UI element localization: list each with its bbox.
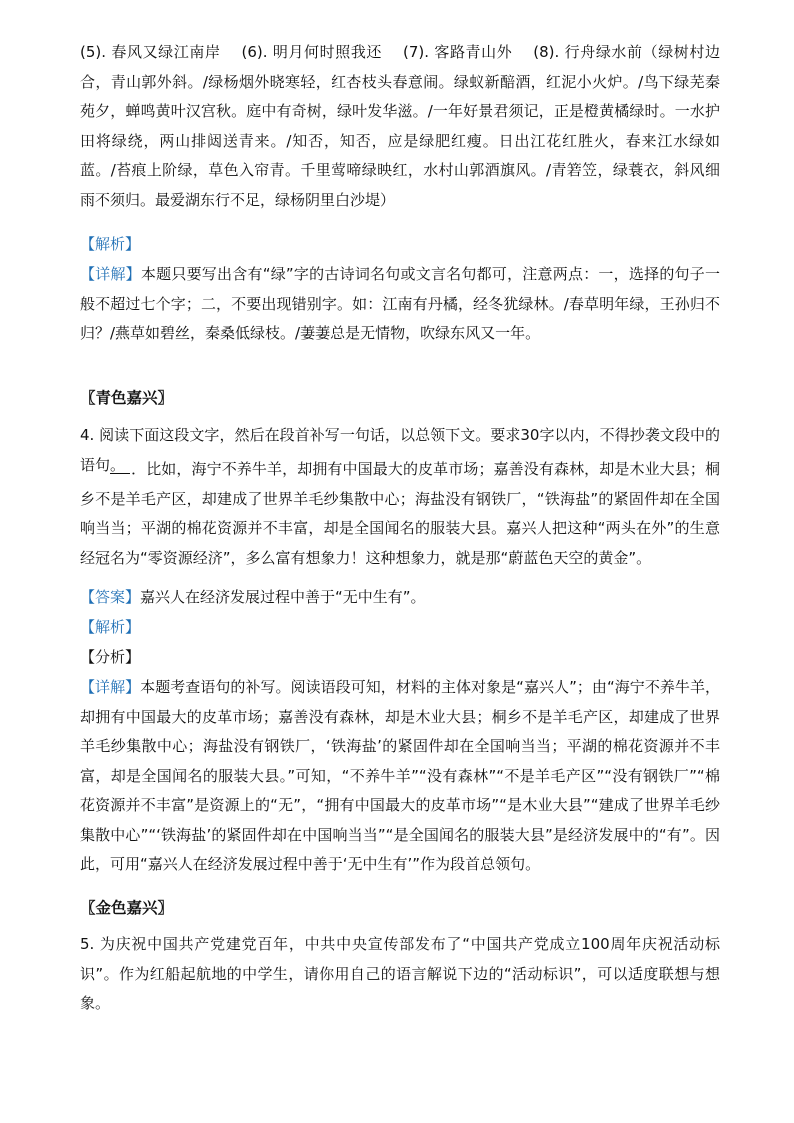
q4-detail: [80, 673, 720, 880]
answer-blank: [110, 459, 130, 474]
q3-detail-text: 本题只要写出含有“绿”字的古诗词名句或文言名句都可，注意两点：一，选择的句子一般不超过七个字；二，不要出现错别字。如：江南有丹橘，经冬犹绿林。/春草明年绿，王孙归不归？/燕草如碧丝，秦桑低绿枝。/萋萋总是无情物，吹绿东风又一年。: [80, 265, 720, 342]
q4-answer-text: 嘉兴人在经济发展过程中善于“无中生有”。: [140, 588, 426, 606]
answer-tag: 【答案】: [80, 588, 141, 606]
fenxi-tag: 【分析】: [80, 648, 141, 666]
analysis-tag: 【解析】: [80, 618, 141, 636]
section-title-jinse: 〖金色嘉兴〗: [80, 899, 174, 917]
q4-answer: [80, 583, 720, 613]
section-title-qingse: 〖青色嘉兴〗: [80, 389, 174, 407]
detail-tag: 【详解】: [80, 265, 141, 283]
q4-question: 4. 阅读下面这段文字，然后在段首补写一句话，以总领下文。要求30字以内，不得抄袭文段中的语句。: [80, 426, 720, 474]
q4-passage: [80, 455, 720, 573]
q5-question: 5. 为庆祝中国共产党建党百年，中共中央宣传部发布了“中国共产党成立100周年庆祝活动标识”。作为红船起航地的中学生，请你用自己的语言解说下边的“活动标识”，可以适度联想与想象。: [80, 935, 720, 1012]
q3-analysis-label: [80, 230, 720, 260]
q4-passage-text: ．比如，海宁不养牛羊，却拥有中国最大的皮革市场；嘉善没有森林，却是木业大县；桐乡不是羊毛产区，却建成了世界羊毛纱集散中心；海盐没有钢铁厂，“铁海盐”的紧固件却在全国响当当；平湖的棉花资源并不丰富，却是全国闻名的服装大县。嘉兴人把这种“两头在外”的生意经冠名为“零资源经济”，多么富有想象力！这种想象力，就是那“蔚蓝色天空的黄金”。: [80, 460, 720, 567]
q3-detail: [80, 260, 720, 349]
q4-fenxi-label: [80, 643, 720, 673]
q4-detail-text: 本题考查语句的补写。阅读语段可知，材料的主体对象是“嘉兴人”；由“海宁不养牛羊，却拥有中国最大的皮革市场；嘉善没有森林，却是木业大县；桐乡不是羊毛产区，却建成了世界羊毛纱集散中心；海盐没有钢铁厂，‘铁海盐’的紧固件却在全国响当当；平湖的棉花资源并不丰富，却是全国闻名的服装大县。”可知，“不养牛羊”“没有森林”“不是羊毛产区”“没有钢铁厂”“棉花资源并不丰富”是资源上的“无”，“拥有中国最大的皮革市场”“是木业大县”“建成了世界羊毛纱集散中心”“‘铁海盐’的紧固件却在中国响当当”“是全国闻名的服装大县”是经济发展中的“有”。因此，可用“嘉兴人在经济发展过程中善于‘无中生有’”作为段首总领句。: [80, 678, 720, 873]
q3-answer-text: (5). 春风又绿江南岸 (6). 明月何时照我还 (7). 客路青山外 (8). 行舟绿水前（绿树村边合，青山郭外斜。/绿杨烟外晓寒轻，红杏枝头春意闹。绿蚁新醅酒，红泥小火炉。/鸟下绿芜秦苑夕，蝉鸣黄叶汉宫秋。庭中有奇树，绿叶发华滋。/一年好景君须记，正是橙黄橘绿时。一水护田将绿绕，两山排闼送青来。/知否，知否，应是绿肥红瘦。日出江花红胜火，春来江水绿如蓝。/苔痕上阶绿，草色入帘青。千里莺啼绿映红，水村山郭酒旗风。/青箬笠，绿蓑衣，斜风细雨不须归。最爱湖东行不足，绿杨阴里白沙堤）: [80, 43, 720, 209]
detail-tag: 【详解】: [80, 678, 141, 696]
analysis-tag: 【解析】: [80, 235, 141, 253]
q4-analysis-label: [80, 613, 720, 643]
